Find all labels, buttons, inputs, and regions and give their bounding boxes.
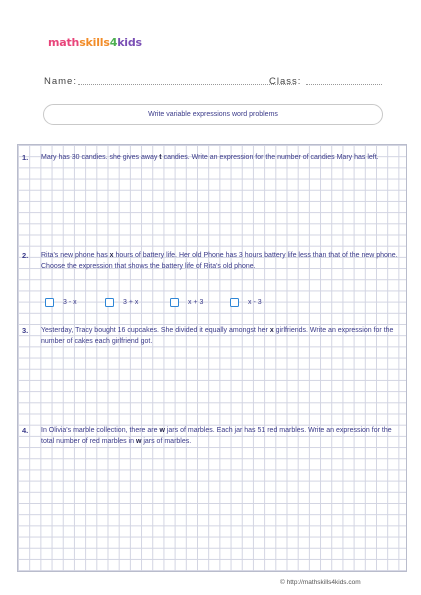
class-label: Class: [269, 76, 302, 87]
worksheet-title: Write variable expressions word problems [43, 104, 383, 125]
option-label: x - 3 [248, 299, 262, 306]
question-text: Yesterday, Tracy bought 16 cupcakes. She divided it equally amongst her x girlfriends. Write an expression for the number of cakes each girlfriend got. [41, 327, 394, 345]
question-number: 2. [22, 251, 29, 260]
name-field[interactable] [78, 84, 296, 85]
question-text: Mary has 30 candies. she gives away t candies. Write an expression for the number of candies Mary has left. [41, 154, 379, 161]
class-field[interactable] [306, 84, 382, 85]
name-label: Name: [44, 76, 77, 87]
question-text: In Olivia's marble collection, there are w jars of marbles. Each jar has 51 red marbles. Write an expression for the total number of red marbles in w jars of marbles. [41, 427, 392, 445]
logo-part-4: 4 [109, 36, 118, 49]
question-number: 3. [22, 326, 29, 335]
checkbox-icon[interactable] [170, 298, 179, 307]
mathskills4kids-logo [48, 36, 142, 49]
logo-part-kids: kids [117, 36, 142, 49]
logo-part-math: math [48, 36, 80, 49]
footer-url: © http://mathskills4kids.com [280, 579, 361, 586]
checkbox-icon[interactable] [105, 298, 114, 307]
header-fields [44, 76, 384, 90]
question-number: 4. [22, 426, 29, 435]
checkbox-icon[interactable] [45, 298, 54, 307]
answer-options [45, 297, 305, 309]
question-text: Rita's new phone has x hours of battery life. Her old Phone has 3 hours battery life less than that of the new phone. Choose the expression that shows the battery life of Rita's old phone. [41, 252, 398, 270]
option-label: x + 3 [188, 299, 204, 306]
grid-paper [17, 144, 407, 572]
question-number: 1. [22, 153, 29, 162]
option-label: 3 - x [63, 299, 77, 306]
checkbox-icon[interactable] [230, 298, 239, 307]
logo-part-skills: skills [79, 36, 110, 49]
option-label: 3 + x [123, 299, 139, 306]
